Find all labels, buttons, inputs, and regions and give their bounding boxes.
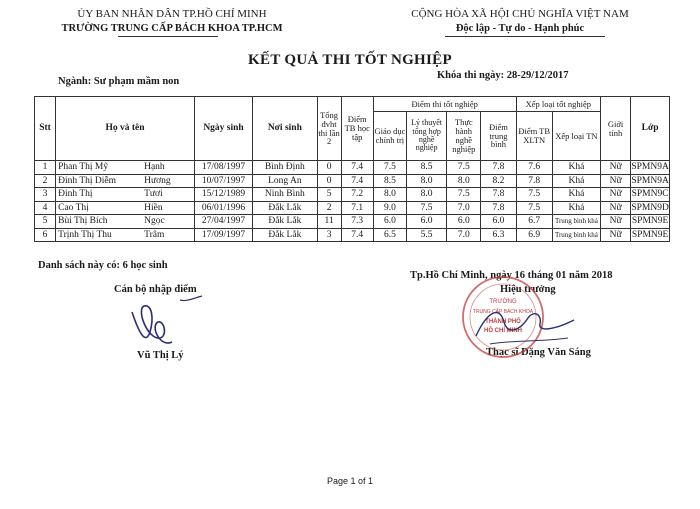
cell-units: 2 [317,201,341,215]
clerk-name: Vũ Thị Lý [137,350,184,361]
stamp-line-2: TRUNG CẤP BÁCH KHOA [472,309,534,315]
major-label: Ngành: Sư phạm mầm non [58,76,180,87]
cell-name [56,161,195,175]
page-number: Page 1 of 1 [326,476,374,486]
cell-rank: Khá [552,201,600,215]
cell-dob: 06/01/1996 [194,201,252,215]
results-body [35,161,670,242]
header-edu-politics: Giáo dục chính trị [373,112,406,161]
header-theory: Lý thuyết tổng hợp nghề nghiệp [406,112,446,161]
cell-practice: 7.5 [447,161,481,175]
cell-exam-avg: 8.2 [481,174,516,188]
cell-exam-avg: 7.8 [481,188,516,202]
cell-theory: 8.5 [406,161,446,175]
table-row [35,201,670,215]
cell-pob: Đắk Lắk [253,215,317,229]
cell-name [56,201,195,215]
cell-dob: 10/07/1997 [194,174,252,188]
issuer-line-2: TRƯỜNG TRUNG CẤP BÁCH KHOA TP.HCM [61,23,283,34]
cell-practice: 6.0 [447,215,481,229]
cell-gpa: 7.3 [341,215,373,229]
header-dob: Ngày sinh [194,97,252,161]
issuer-line-1: ỦY BAN NHÂN DÂN TP.HỒ CHÍ MINH [77,8,267,20]
cell-name [56,174,195,188]
table-row [35,228,670,242]
stamp-line-4: HỒ CHÍ MINH [484,328,522,334]
stamp-line-3: THÀNH PHỐ [485,319,521,325]
cell-dob: 17/08/1997 [194,161,252,175]
cell-gpa: 7.4 [341,228,373,242]
cell-gender: Nữ [601,161,631,175]
national-motto-block [370,8,670,34]
header-gender: Giới tính [601,97,631,161]
cell-pob: Ninh Bình [253,188,317,202]
clerk-title: Cán bộ nhập điểm [114,284,197,295]
cell-rank: Khá [552,161,600,175]
cell-practice: 7.0 [447,201,481,215]
student-surname: Phan Thị Mỹ [58,162,109,173]
cell-edu-politics: 8.5 [373,174,406,188]
cell-name [56,188,195,202]
cell-class: SPMN9D [631,202,669,213]
issuer-block [42,8,302,34]
cell-stt: 3 [35,188,56,202]
cell-class: SPMN9E [631,216,669,227]
cell-stt: 6 [35,228,56,242]
cell-stt: 5 [35,215,56,229]
header-class: Lớp [631,97,670,161]
student-surname: Bùi Thị Bích [58,216,108,227]
cell-pob: Long An [253,174,317,188]
cell-gpa: 7.4 [341,174,373,188]
principal-signature [470,300,580,350]
cell-rank: Khá [552,174,600,188]
student-given-name: Ngọc [144,216,165,226]
student-given-name: Tươi [144,189,163,199]
cell-dob: 15/12/1989 [194,188,252,202]
cell-class: SPMN9C [631,189,669,200]
cell-gender: Nữ [601,188,631,202]
cell-pob: Đắk Lắk [253,228,317,242]
student-count-note: Danh sách này có: 6 học sinh [38,260,168,271]
table-row [35,188,670,202]
cell-edu-politics: 8.0 [373,188,406,202]
cell-avg-xltn: 7.5 [516,201,552,215]
cell-rank: Trung bình khá [552,228,600,242]
cell-stt: 4 [35,201,56,215]
cell-stt: 2 [35,174,56,188]
cell-edu-politics: 6.5 [373,228,406,242]
cell-edu-politics: 9.0 [373,201,406,215]
student-surname: Trịnh Thị Thu [58,229,112,240]
issuer-underline [118,36,218,37]
header-practice: Thực hành nghề nghiệp [447,112,481,161]
cell-stt: 1 [35,161,56,175]
student-given-name: Hạnh [144,162,165,172]
cell-theory: 7.5 [406,201,446,215]
cell-practice: 7.0 [447,228,481,242]
cell-avg-xltn: 6.9 [516,228,552,242]
cell-avg-xltn: 6.7 [516,215,552,229]
cell-gender: Nữ [601,228,631,242]
cell-exam-avg: 6.3 [481,228,516,242]
table-row [35,215,670,229]
cell-edu-politics: 7.5 [373,161,406,175]
cell-name [56,215,195,229]
table-row [35,174,670,188]
cell-units: 0 [317,174,341,188]
cell-avg-xltn: 7.6 [516,161,552,175]
cell-exam-avg: 6.0 [481,215,516,229]
header-rank-group: Xếp loại tốt nghiệp [516,97,600,112]
cell-class: SPMN9E [631,229,669,240]
place-date: Tp.Hồ Chí Minh, ngày 16 tháng 01 năm 2018 [410,270,613,281]
cell-rank: Trung bình khá [552,215,600,229]
cell-gpa: 7.2 [341,188,373,202]
cell-units: 0 [317,161,341,175]
cell-exam-avg: 7.8 [481,201,516,215]
cell-theory: 6.0 [406,215,446,229]
cell-pob: Đắk Lắk [253,201,317,215]
student-surname: Đinh Thị Diễm [58,175,116,186]
cell-theory: 5.5 [406,228,446,242]
header-gpa: Điểm TB học tập [341,97,373,161]
cell-exam-avg: 7.8 [481,161,516,175]
clerk-signature [120,292,210,352]
cell-avg-xltn: 7.8 [516,174,552,188]
cell-name [56,228,195,242]
cell-units: 5 [317,188,341,202]
student-given-name: Hương [144,175,171,186]
cell-practice: 7.5 [447,188,481,202]
motto-underline [445,36,605,37]
exam-date: Khóa thi ngày: 28-29/12/2017 [437,70,569,81]
student-surname: Cao Thị [58,202,89,213]
header-exam-avg: Điểm trung bình [481,112,516,161]
header-rank: Xếp loại TN [552,112,600,161]
student-surname: Đinh Thị [58,189,93,200]
cell-gpa: 7.1 [341,201,373,215]
principal-title: Hiệu trưởng [500,284,556,295]
stamp-line-1: TRƯỜNG [489,299,517,305]
header-total-units: Tổng đvht thi lần 2 [317,97,341,161]
principal-name: Thạc sĩ Đặng Văn Sáng [486,347,591,358]
cell-class: SPMN9A [631,175,669,186]
student-given-name: Trâm [144,229,165,240]
header-pob: Nơi sinh [253,97,317,161]
cell-pob: Bình Định [253,161,317,175]
cell-gender: Nữ [601,201,631,215]
cell-class: SPMN9A [631,162,669,173]
cell-gender: Nữ [601,174,631,188]
cell-practice: 8.0 [447,174,481,188]
document-title: KẾT QUẢ THI TỐT NGHIỆP [248,52,452,68]
cell-units: 11 [317,215,341,229]
cell-theory: 8.0 [406,174,446,188]
header-name: Họ và tên [56,97,195,161]
cell-theory: 8.0 [406,188,446,202]
cell-dob: 17/09/1997 [194,228,252,242]
cell-dob: 27/04/1997 [194,215,252,229]
national-motto: Độc lập - Tự do - Hạnh phúc [455,23,585,34]
results-table [34,96,670,242]
header-avg-xltn: Điểm TB XLTN [516,112,552,161]
cell-gender: Nữ [601,215,631,229]
header-stt: Stt [35,97,56,161]
cell-avg-xltn: 7.5 [516,188,552,202]
cell-edu-politics: 6.0 [373,215,406,229]
table-row [35,161,670,175]
student-given-name: Hiền [144,202,163,213]
header-exam-group: Điểm thi tốt nghiệp [373,97,516,112]
national-name: CỘNG HÒA XÃ HỘI CHỦ NGHĨA VIỆT NAM [411,8,629,20]
cell-rank: Khá [552,188,600,202]
cell-units: 3 [317,228,341,242]
cell-gpa: 7.4 [341,161,373,175]
